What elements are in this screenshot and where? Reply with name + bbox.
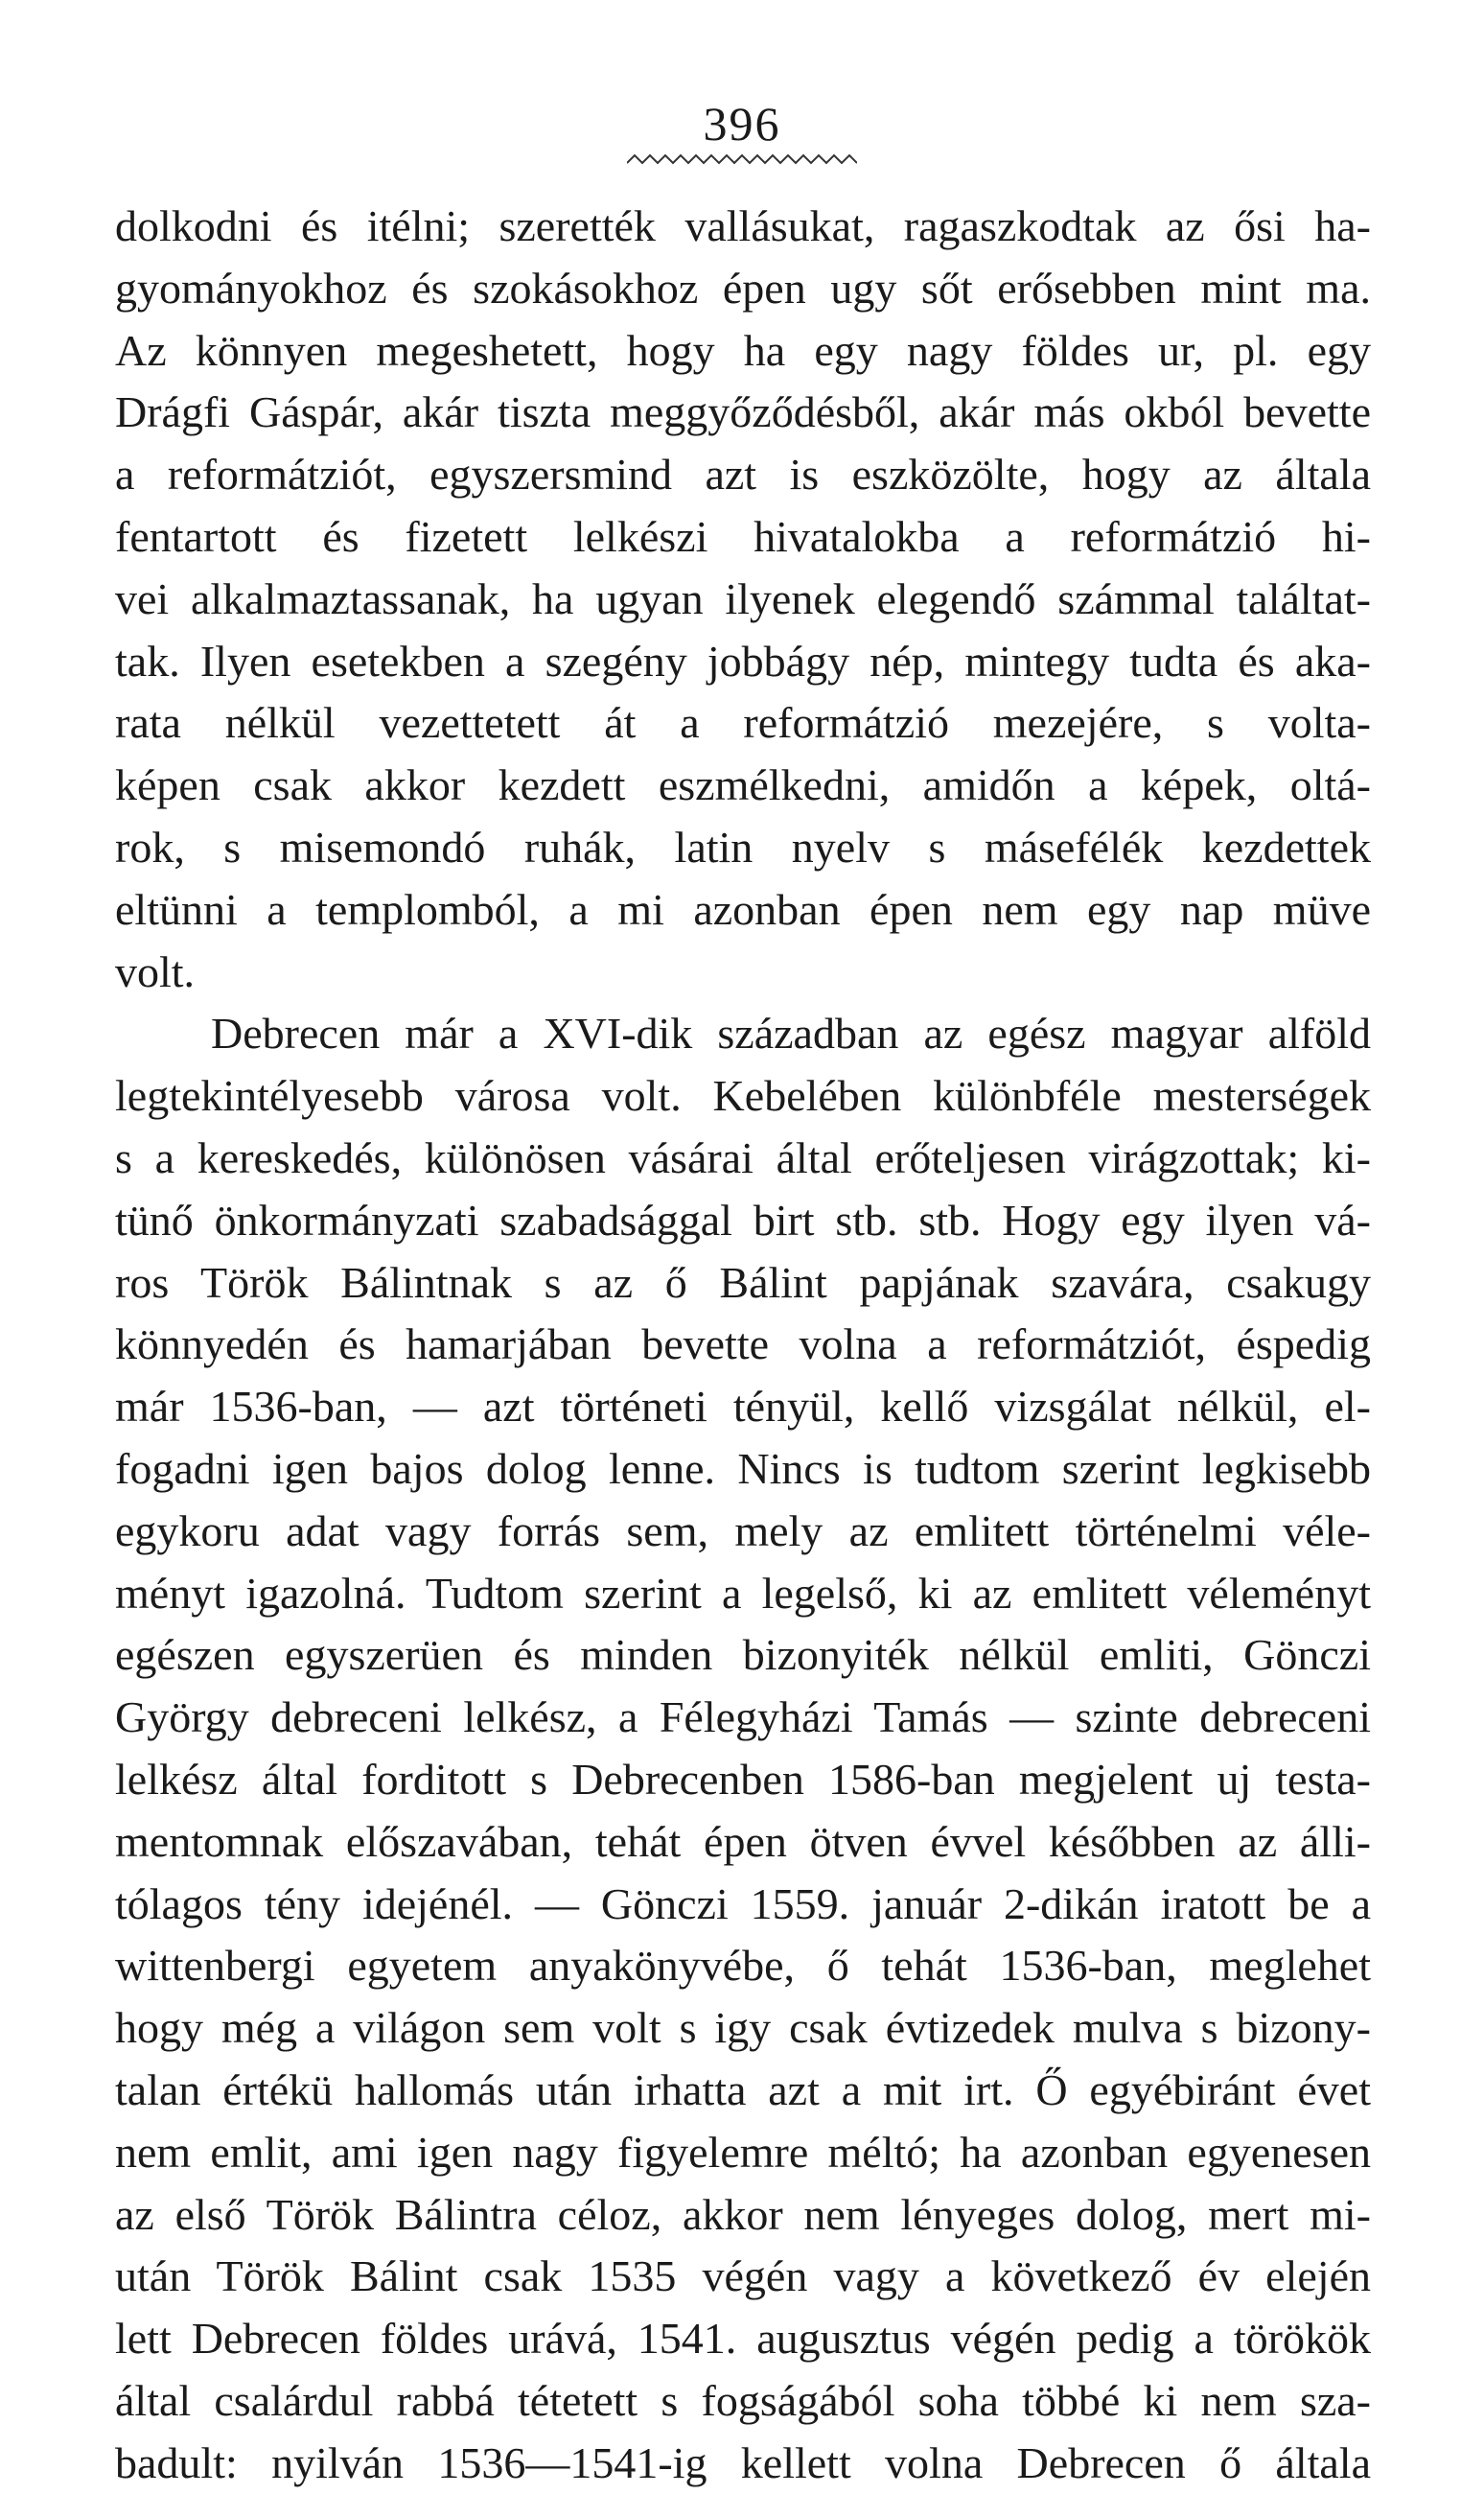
page-number: 396: [703, 97, 781, 151]
body-text: [115, 196, 1371, 2494]
text-line: a reformátziót, egyszersmind azt is eszközölte, hogy az általa: [115, 450, 1371, 500]
text-line: egészen egyszerüen és minden bizonyiték nélkül emliti, Gönczi: [115, 1630, 1371, 1680]
text-line: rok, s misemondó ruhák, latin nyelv s másefélék kezdettek: [115, 822, 1371, 872]
text-line: után Török Bálint csak 1535 végén vagy a következő év elején: [115, 2251, 1371, 2301]
text-line: György debreceni lelkész, a Félegyházi Tamás — szinte debreceni: [115, 1692, 1371, 1742]
text-line: már 1536-ban, — azt történeti tényül, kellő vizsgálat nélkül, el-: [115, 1382, 1371, 1432]
text-line: fentartott és fizetett lelkészi hivatalokba a reformátzió hi-: [115, 511, 1371, 561]
text-line: Debrecen már a XVI-dik században az egész magyar alföld: [211, 1009, 1371, 1059]
text-line: Az könnyen megeshetett, hogy ha egy nagy földes ur, pl. egy: [115, 325, 1371, 375]
text-line: mentomnak előszavában, tehát épen ötven évvel későbben az álli-: [115, 1816, 1371, 1866]
text-line: wittenbergi egyetem anyakönyvébe, ő tehát 1536-ban, meglehet: [115, 1941, 1371, 1991]
text-line: talan értékü hallomás után irhatta azt a mit irt. Ő egyébiránt évet: [115, 2064, 1371, 2114]
text-line: nem emlit, ami igen nagy figyelemre méltó; ha azonban egyenesen: [115, 2127, 1371, 2177]
wavy-ornament: [627, 152, 857, 167]
text-line: legtekintélyesebb városa volt. Kebelében különbféle mesterségek: [115, 1071, 1371, 1121]
text-line: Drágfi Gáspár, akár tiszta meggyőződésből, akár más okból bevette: [115, 387, 1371, 437]
text-line: eltünni a templomból, a mi azonban épen nem egy nap müve: [115, 884, 1371, 934]
text-line: fogadni igen bajos dolog lenne. Nincs is tudtom szerint legkisebb: [115, 1443, 1371, 1493]
text-line: volt.: [115, 946, 196, 996]
text-line: vei alkalmaztassanak, ha ugyan ilyenek elegendő számmal találtat-: [115, 573, 1371, 623]
text-line: ményt igazolná. Tudtom szerint a legelső, ki az emlitett véleményt: [115, 1568, 1371, 1618]
text-line: dolkodni és itélni; szerették vallásukat, ragaszkodtak az ősi ha-: [115, 201, 1371, 250]
text-line: s a kereskedés, különösen vásárai által erőteljesen virágzottak; ki-: [115, 1132, 1371, 1182]
text-line: könnyedén és hamarjában bevette volna a reformátziót, éspedig: [115, 1319, 1371, 1369]
text-line: által csalárdul rabbá tétetett s fogságából soha többé ki nem sza-: [115, 2375, 1371, 2425]
text-line: tünő önkormányzati szabadsággal birt stb. stb. Hogy egy ilyen vá-: [115, 1195, 1371, 1245]
text-line: ros Török Bálintnak s az ő Bálint papjának szavára, csakugy: [115, 1257, 1371, 1307]
text-line: egykoru adat vagy forrás sem, mely az emlitett történelmi véle-: [115, 1505, 1371, 1555]
text-line: hogy még a világon sem volt s igy csak évtizedek mulva s bizony-: [115, 2003, 1371, 2053]
text-line: képen csak akkor kezdett eszmélkedni, amidőn a képek, oltá-: [115, 760, 1371, 810]
text-line: tólagos tény idejénél. — Gönczi 1559. január 2-dikán iratott be a: [115, 1878, 1371, 1928]
text-line: tak. Ilyen esetekben a szegény jobbágy nép, mintegy tudta és aka-: [115, 636, 1371, 686]
text-line: lelkész által forditott s Debrecenben 1586-ban megjelent uj testa-: [115, 1754, 1371, 1804]
text-line: rata nélkül vezettetett át a reformátzió mezejére, s volta-: [115, 698, 1371, 748]
text-line: gyományokhoz és szokásokhoz épen ugy sőt erősebben mint ma.: [115, 263, 1371, 313]
text-line: lett Debrecen földes urává, 1541. augusztus végén pedig a törökök: [115, 2314, 1371, 2364]
text-line: badult: nyilván 1536—1541-ig kellett volna Debrecen ő általa: [115, 2437, 1371, 2487]
text-line: az első Török Bálintra céloz, akkor nem lényeges dolog, mert mi-: [115, 2189, 1371, 2239]
